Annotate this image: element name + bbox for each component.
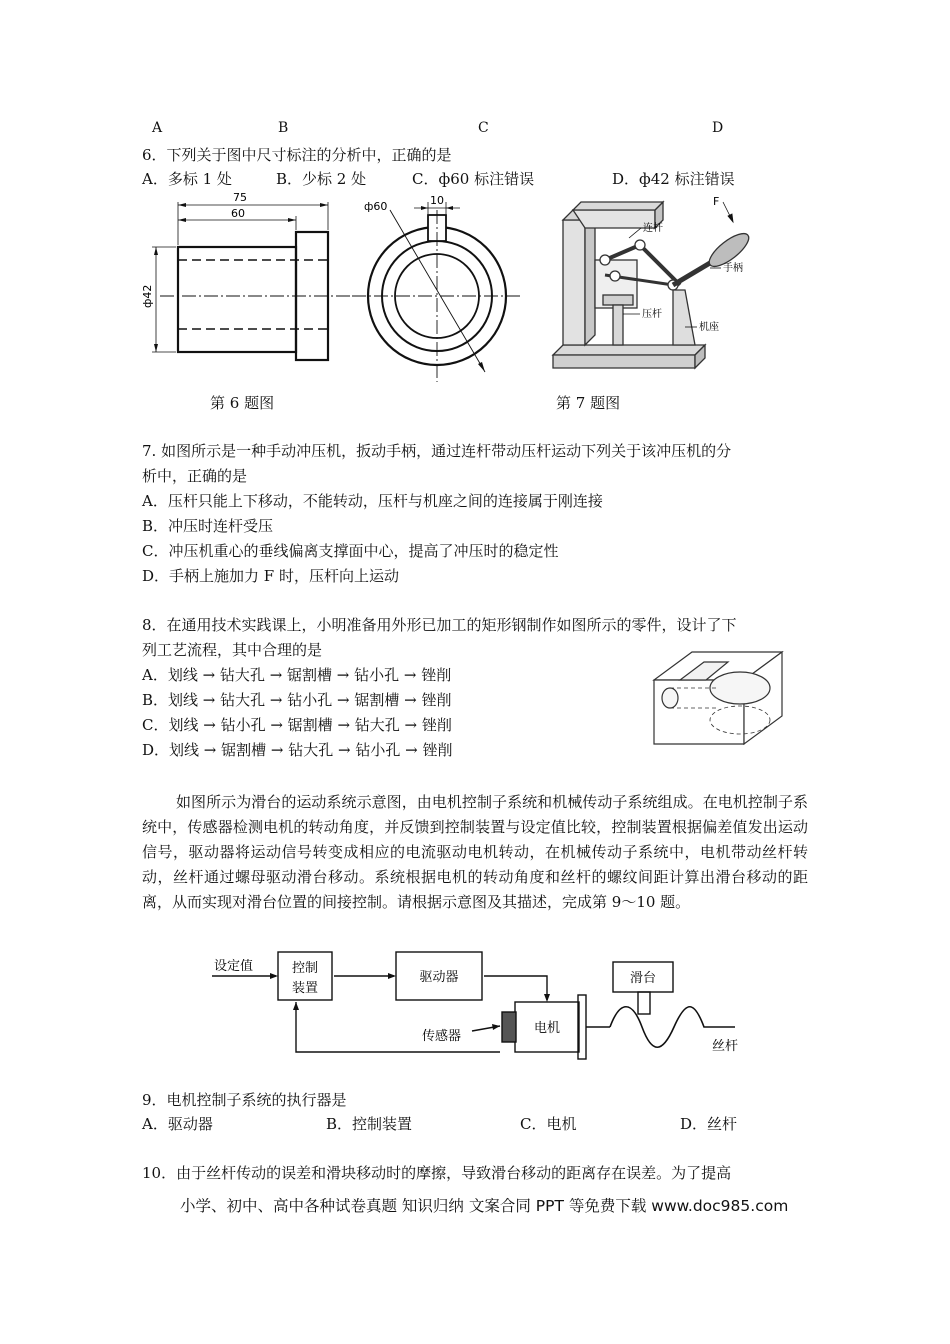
diagram-screw: 丝杆	[712, 1039, 739, 1054]
diagram-controller-line2: 装置	[291, 981, 319, 996]
q8-part-drawing	[648, 640, 788, 750]
q6-stem: 6．下列关于图中尺寸标注的分析中，正确的是	[142, 146, 452, 164]
fig6-dim-phi42: ф42	[141, 284, 154, 308]
fig7-label-rod: 压杆	[642, 309, 662, 320]
q5-option-letter-d: D	[712, 120, 724, 136]
fig7-hand-press	[545, 190, 775, 375]
q8-stem-line2: 列工艺流程，其中合理的是	[142, 641, 323, 659]
fig7-label-link: 连杆	[643, 223, 663, 234]
q7-option-d: D．手柄上施加力 F 时，压杆向上运动	[142, 567, 399, 585]
q5-option-letter-c: C	[478, 120, 489, 136]
q10-stem: 10．由于丝杆传动的误差和滑块移动时的摩擦，导致滑台移动的距离存在误差。为了提高	[142, 1164, 732, 1182]
control-system-diagram	[200, 940, 760, 1075]
q7-option-c: C．冲压机重心的垂线偏离支撑面中心，提高了冲压时的稳定性	[142, 542, 559, 560]
q9-option-d: D．丝杆	[680, 1115, 738, 1133]
q6-option-b: B．少标 2 处	[276, 170, 367, 188]
fig7-caption: 第 7 题图	[556, 394, 621, 412]
intro-9-10: 如图所示为滑台的运动系统示意图，由电机控制子系统和机械传动子系统组成。在电机控制子系统中，传感器检测电机的转动角度，并反馈到控制装置与设定值比较，控制装置根据偏差值发出运动信号，驱动器将运动信号转变成相应的电流驱动电机转动，在机械传动子系统中，电机带动丝杆转动，丝杆通过螺母驱动滑台移动。系统根据电机的转动角度和丝杆的螺纹间距计算出滑台移动的距离，从而实现对滑台位置的间接控制。请根据示意图及其描述，完成第 9～10 题。	[142, 793, 808, 911]
q5-option-letter-a: A	[152, 120, 163, 136]
q9-option-a: A．驱动器	[142, 1115, 213, 1133]
q8-stem-line1: 8．在通用技术实践课上，小明准备用外形已加工的矩形钢制作如图所示的零件，设计了下	[142, 616, 737, 634]
q7-stem-line1: 7. 如图所示是一种手动冲压机，扳动手柄，通过连杆带动压杆运动下列关于该冲压机的分	[142, 442, 732, 460]
q8-option-b: B．划线 → 钻大孔 → 钻小孔 → 锯割槽 → 锉削	[142, 691, 452, 709]
fig7-label-base: 机座	[699, 322, 719, 333]
diagram-sensor: 传感器	[422, 1029, 462, 1044]
fig6-dim-10: 10	[430, 194, 444, 207]
q9-option-b: B．控制装置	[326, 1115, 413, 1133]
fig7-label-f: F	[713, 195, 720, 208]
q6-option-a: A．多标 1 处	[142, 170, 232, 188]
q8-option-d: D．划线 → 锯割槽 → 钻大孔 → 钻小孔 → 锉削	[142, 741, 453, 759]
q8-option-c: C．划线 → 钻小孔 → 锯割槽 → 钻大孔 → 锉削	[142, 716, 452, 734]
q7-option-a: A．压杆只能上下移动，不能转动，压杆与机座之间的连接属于刚连接	[142, 492, 603, 510]
q6-option-d: D．ф42 标注错误	[612, 170, 735, 188]
diagram-driver: 驱动器	[419, 970, 459, 985]
fig6-dim-75: 75	[233, 191, 247, 204]
q8-option-a: A．划线 → 钻大孔 → 锯割槽 → 钻小孔 → 锉削	[142, 666, 452, 684]
diagram-slide: 滑台	[629, 971, 657, 986]
q9-stem: 9．电机控制子系统的执行器是	[142, 1091, 347, 1109]
fig6-caption: 第 6 题图	[210, 394, 275, 412]
fig7-label-handle: 手柄	[723, 263, 743, 274]
fig6-drawing	[130, 190, 530, 390]
diagram-controller-line1: 控制	[291, 961, 319, 976]
diagram-setpoint: 设定值	[214, 959, 254, 974]
q5-option-letter-b: B	[278, 120, 289, 136]
fig6-dim-phi60: ф60	[364, 200, 388, 213]
diagram-motor: 电机	[533, 1021, 561, 1036]
q7-stem-line2: 析中，正确的是	[142, 467, 248, 485]
q7-option-b: B．冲压时连杆受压	[142, 517, 274, 535]
page-footer: 小学、初中、高中各种试卷真题 知识归纳 文案合同 PPT 等免费下载 www.doc985.com	[180, 1197, 789, 1215]
fig6-dim-60: 60	[231, 207, 245, 220]
q9-option-c: C．电机	[520, 1115, 577, 1133]
q6-option-c: C．ф60 标注错误	[412, 170, 535, 188]
